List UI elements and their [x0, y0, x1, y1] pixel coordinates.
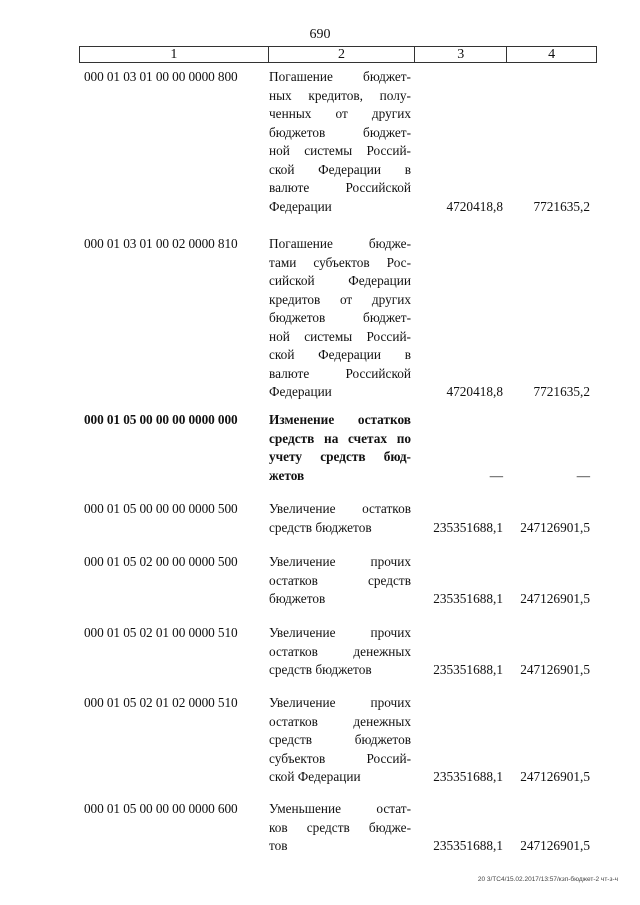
column-header-3: 3 — [415, 47, 507, 63]
description-line: тов — [269, 838, 288, 853]
budget-code: 000 01 03 01 00 02 0000 810 — [84, 236, 238, 251]
value-column-4: 247126901,5 — [520, 769, 590, 784]
description-line: Погашение бюджет- — [269, 69, 411, 84]
description-line: тами субъектов Рос- — [269, 254, 411, 270]
value-column-3: 235351688,1 — [433, 662, 503, 677]
description-line: бюджетов бюджет- — [269, 124, 411, 140]
description-line: сийской Федерации — [269, 273, 411, 288]
description-line: валюте Российской — [269, 365, 411, 381]
value-column-3: 4720418,8 — [446, 198, 503, 214]
value-column-3: 235351688,1 — [433, 769, 503, 784]
value-column-4: — — [576, 467, 590, 483]
description-line: Федерации — [269, 198, 332, 214]
description-line: учету средств бюд- — [269, 449, 411, 464]
description-line: бюджетов бюджет- — [269, 310, 411, 325]
description-line: средств на счетах по — [269, 430, 411, 446]
value-column-3: 235351688,1 — [433, 838, 503, 853]
description-line: жетов — [269, 467, 305, 483]
description-line: кредитов от других — [269, 291, 411, 307]
description-line: средств бюджетов — [269, 732, 411, 747]
description-line: ченных от других — [269, 106, 411, 121]
item-description — [269, 624, 411, 680]
item-description — [269, 694, 411, 787]
description-line: валюте Российской — [269, 180, 411, 195]
description-line: средств бюджетов — [269, 519, 372, 535]
description-line: ной системы Россий- — [269, 143, 411, 158]
description-line: ной системы Россий- — [269, 328, 411, 344]
budget-code: 000 01 05 00 00 00 0000 000 — [84, 412, 238, 427]
column-header-table — [79, 46, 597, 63]
column-header-1: 1 — [80, 47, 269, 63]
value-column-3: 4720418,8 — [446, 384, 503, 399]
description-line: Увеличение прочих — [269, 695, 411, 710]
budget-code: 000 01 05 02 01 02 0000 510 — [84, 695, 238, 710]
column-header-2: 2 — [268, 47, 415, 63]
document-footer: 20 3/ТС4/15.02.2017/13:57/кзп-бюджет-2 чт-з-ч — [477, 876, 618, 883]
value-column-3: — — [489, 467, 503, 483]
value-column-3: 235351688,1 — [433, 519, 503, 535]
column-header-4: 4 — [507, 47, 597, 63]
value-column-4: 247126901,5 — [520, 519, 590, 535]
item-description — [269, 235, 411, 402]
description-line: Увеличение остатков — [269, 501, 411, 516]
description-line: средств бюджетов — [269, 662, 372, 677]
budget-code: 000 01 05 02 01 00 0000 510 — [84, 625, 238, 640]
budget-code: 000 01 05 00 00 00 0000 600 — [84, 801, 238, 816]
description-line: Федерации — [269, 384, 332, 399]
description-line: ных кредитов, полу- — [269, 87, 411, 103]
value-column-4: 247126901,5 — [520, 662, 590, 677]
description-line: Увеличение прочих — [269, 625, 411, 640]
item-description — [269, 500, 411, 537]
description-line: ской Федерации в — [269, 347, 411, 362]
description-line: Погашение бюдже- — [269, 236, 411, 251]
description-line: остатков денежных — [269, 643, 411, 659]
description-line: ской Федерации — [269, 769, 361, 784]
value-column-4: 7721635,2 — [533, 384, 590, 399]
value-column-4: 247126901,5 — [520, 838, 590, 853]
description-line: остатков средств — [269, 572, 411, 588]
item-description — [269, 553, 411, 609]
description-line: Изменение остатков — [269, 412, 411, 427]
budget-code: 000 01 05 00 00 00 0000 500 — [84, 501, 238, 516]
value-column-3: 235351688,1 — [433, 591, 503, 606]
description-line: ков средств бюдже- — [269, 819, 411, 835]
value-column-4: 7721635,2 — [533, 198, 590, 214]
item-description — [269, 800, 411, 856]
page-number: 690 — [309, 27, 331, 42]
description-line: Уменьшение остат- — [269, 801, 411, 816]
description-line: ской Федерации в — [269, 161, 411, 177]
item-description — [269, 68, 411, 216]
description-line: Увеличение прочих — [269, 554, 411, 569]
value-column-4: 247126901,5 — [520, 591, 590, 606]
item-description — [269, 411, 411, 485]
description-line: субъектов Россий- — [269, 750, 411, 766]
description-line: остатков денежных — [269, 713, 411, 729]
budget-code: 000 01 03 01 00 00 0000 800 — [84, 69, 238, 84]
description-line: бюджетов — [269, 591, 326, 606]
budget-code: 000 01 05 02 00 00 0000 500 — [84, 554, 238, 569]
